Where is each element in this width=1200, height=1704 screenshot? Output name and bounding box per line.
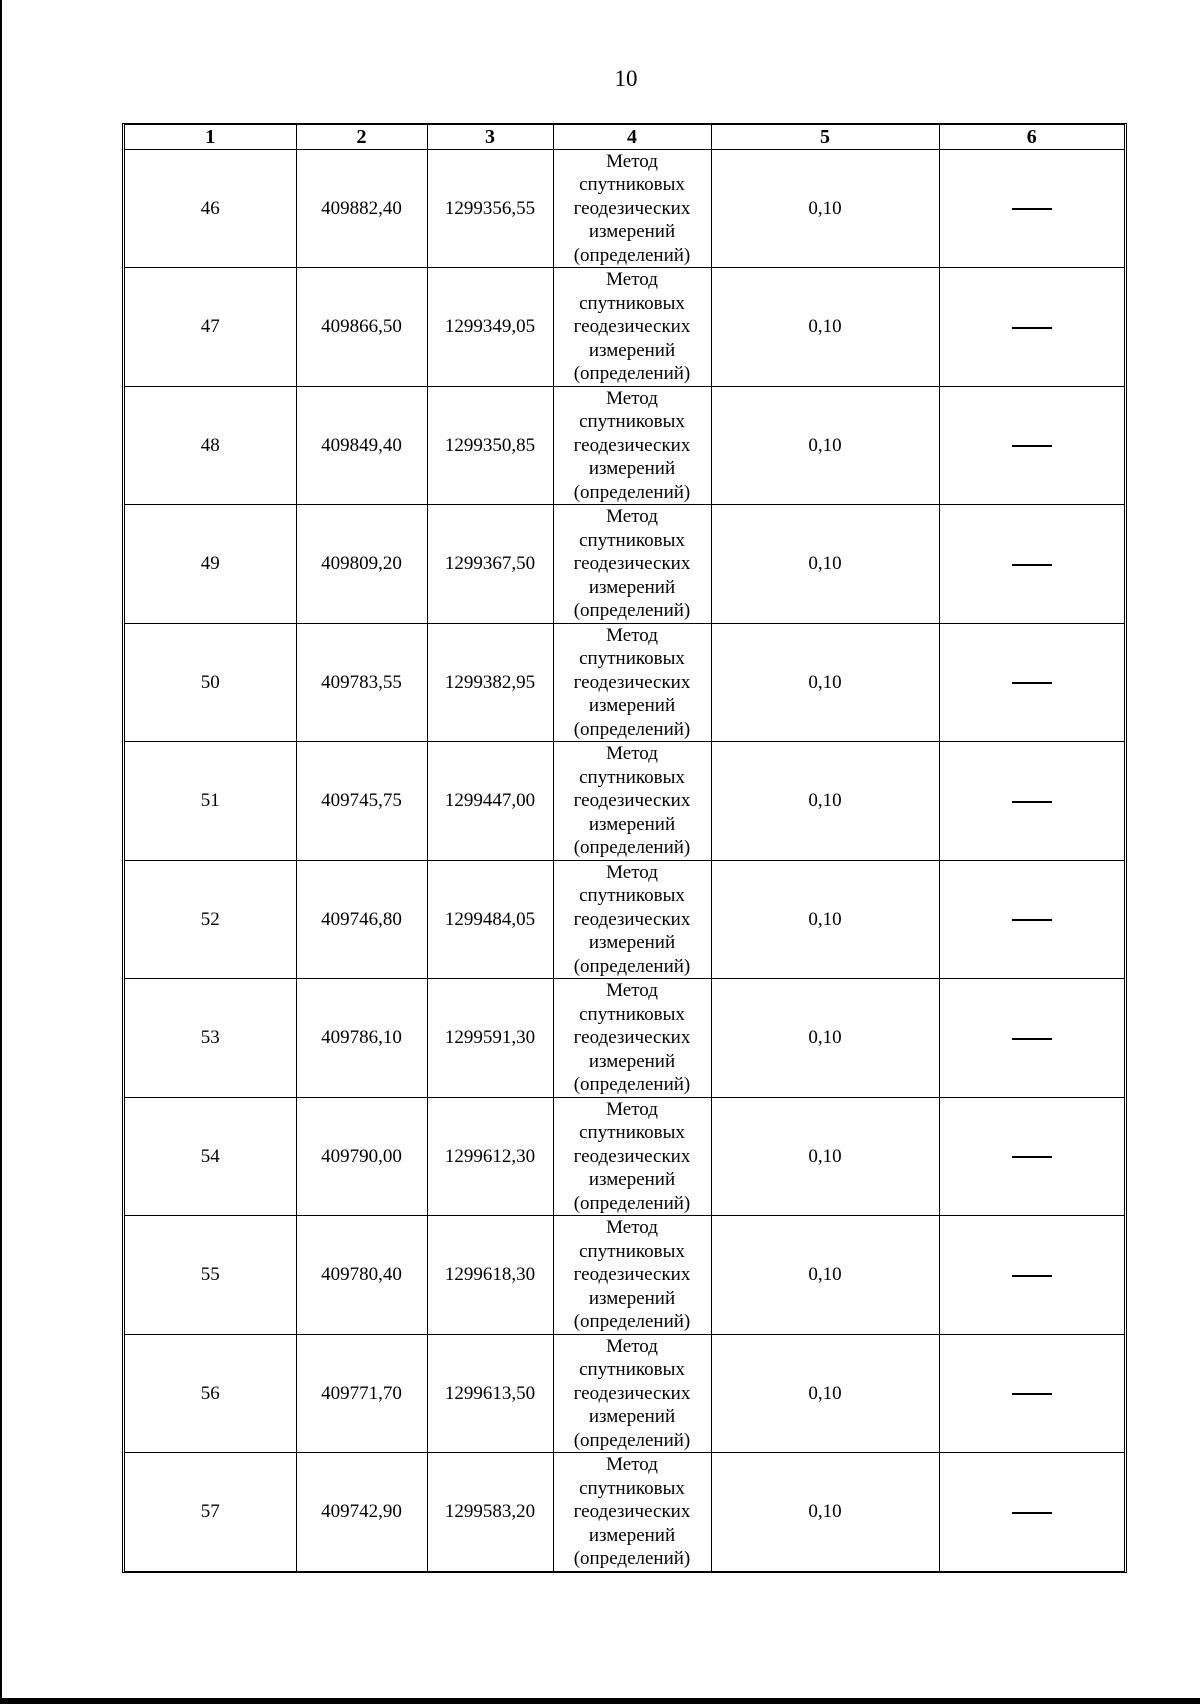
- method-line: спутниковых: [579, 1477, 685, 1499]
- method-line: измерений: [588, 458, 676, 479]
- method-line: измерений: [588, 339, 676, 361]
- method-line: спутниковых: [579, 1122, 685, 1143]
- header-col-1: 1: [125, 125, 296, 149]
- note-cell: [939, 149, 1124, 268]
- method-cell: [553, 623, 711, 742]
- method-cell: [553, 979, 711, 1098]
- x-coordinate-cell: 409745,75: [296, 742, 427, 861]
- method-line: измерений: [588, 221, 676, 242]
- dash-icon: [1012, 682, 1052, 684]
- dash-icon: [1012, 327, 1052, 329]
- header-col-2: 2: [296, 125, 427, 149]
- method-line: спутниковых: [579, 648, 685, 669]
- method-line: спутниковых: [579, 1003, 685, 1025]
- point-number-cell: 55: [125, 1216, 296, 1335]
- dash-icon: [1012, 1512, 1052, 1514]
- method-cell: [553, 1453, 711, 1571]
- y-coordinate-cell: 1299613,50: [427, 1334, 553, 1453]
- note-cell: [939, 1097, 1124, 1216]
- method-line: геодезических: [573, 790, 691, 811]
- method-cell: [553, 149, 711, 268]
- table-row: [125, 1097, 1124, 1216]
- method-line: Метод: [606, 1335, 658, 1357]
- coordinates-table: [125, 125, 1124, 1571]
- method-line: Метод: [606, 624, 658, 646]
- method-line: (определений): [573, 718, 691, 740]
- accuracy-cell: 0,10: [711, 1097, 939, 1216]
- accuracy-cell: 0,10: [711, 268, 939, 387]
- scan-left-edge: [0, 0, 2, 1704]
- x-coordinate-cell: 409742,90: [296, 1453, 427, 1571]
- method-line: геодезических: [573, 316, 691, 337]
- point-number-cell: 47: [125, 268, 296, 387]
- note-cell: [939, 1334, 1124, 1453]
- y-coordinate-cell: 1299447,00: [427, 742, 553, 861]
- x-coordinate-cell: 409771,70: [296, 1334, 427, 1453]
- accuracy-cell: 0,10: [711, 1334, 939, 1453]
- y-coordinate-cell: 1299612,30: [427, 1097, 553, 1216]
- method-line: спутниковых: [579, 1240, 685, 1262]
- method-cell: [553, 1097, 711, 1216]
- accuracy-cell: 0,10: [711, 1453, 939, 1571]
- dash-icon: [1012, 1275, 1052, 1277]
- x-coordinate-cell: 409746,80: [296, 860, 427, 979]
- table-row: [125, 1216, 1124, 1335]
- method-line: (определений): [573, 244, 691, 266]
- y-coordinate-cell: 1299591,30: [427, 979, 553, 1098]
- point-number-cell: 57: [125, 1453, 296, 1571]
- y-coordinate-cell: 1299349,05: [427, 268, 553, 387]
- method-line: геодезических: [573, 671, 691, 693]
- y-coordinate-cell: 1299356,55: [427, 149, 553, 268]
- method-line: (определений): [573, 1311, 691, 1332]
- x-coordinate-cell: 409809,20: [296, 505, 427, 624]
- point-number-cell: 48: [125, 386, 296, 505]
- method-line: измерений: [588, 813, 676, 835]
- point-number-cell: 54: [125, 1097, 296, 1216]
- method-line: измерений: [588, 695, 676, 716]
- coordinates-table-frame: [122, 123, 1127, 1573]
- dash-icon: [1012, 801, 1052, 803]
- scan-bottom-edge: [0, 1698, 1200, 1704]
- header-col-6: 6: [939, 125, 1124, 149]
- note-cell: [939, 505, 1124, 624]
- y-coordinate-cell: 1299583,20: [427, 1453, 553, 1571]
- table-row: [125, 742, 1124, 861]
- note-cell: [939, 386, 1124, 505]
- method-line: Метод: [606, 150, 658, 172]
- method-line: спутниковых: [579, 766, 685, 788]
- table-row: [125, 1334, 1124, 1453]
- method-line: (определений): [573, 837, 691, 858]
- table-row: [125, 1453, 1124, 1571]
- method-line: геодезических: [573, 1264, 691, 1285]
- method-line: спутниковых: [579, 529, 685, 551]
- table-row: [125, 623, 1124, 742]
- note-cell: [939, 623, 1124, 742]
- dash-icon: [1012, 445, 1052, 447]
- x-coordinate-cell: 409780,40: [296, 1216, 427, 1335]
- method-line: измерений: [588, 1287, 676, 1309]
- method-cell: [553, 860, 711, 979]
- method-cell: [553, 386, 711, 505]
- method-line: измерений: [588, 1169, 676, 1190]
- method-line: (определений): [573, 1548, 691, 1569]
- method-line: спутниковых: [579, 411, 685, 432]
- point-number-cell: 46: [125, 149, 296, 268]
- method-line: Метод: [606, 743, 658, 764]
- method-cell: [553, 742, 711, 861]
- point-number-cell: 53: [125, 979, 296, 1098]
- dash-icon: [1012, 208, 1052, 210]
- note-cell: [939, 268, 1124, 387]
- note-cell: [939, 1453, 1124, 1571]
- method-line: измерений: [588, 1050, 676, 1072]
- note-cell: [939, 742, 1124, 861]
- table-row: [125, 386, 1124, 505]
- x-coordinate-cell: 409866,50: [296, 268, 427, 387]
- accuracy-cell: 0,10: [711, 742, 939, 861]
- point-number-cell: 50: [125, 623, 296, 742]
- x-coordinate-cell: 409790,00: [296, 1097, 427, 1216]
- point-number-cell: 56: [125, 1334, 296, 1453]
- x-coordinate-cell: 409786,10: [296, 979, 427, 1098]
- y-coordinate-cell: 1299350,85: [427, 386, 553, 505]
- x-coordinate-cell: 409849,40: [296, 386, 427, 505]
- header-col-5: 5: [711, 125, 939, 149]
- method-cell: [553, 1334, 711, 1453]
- x-coordinate-cell: 409783,55: [296, 623, 427, 742]
- point-number-cell: 49: [125, 505, 296, 624]
- table-row: [125, 268, 1124, 387]
- dash-icon: [1012, 1156, 1052, 1158]
- method-line: (определений): [573, 1192, 691, 1214]
- point-number-cell: 51: [125, 742, 296, 861]
- accuracy-cell: 0,10: [711, 1216, 939, 1335]
- table-row: [125, 979, 1124, 1098]
- method-line: геодезических: [573, 1145, 691, 1167]
- point-number-cell: 52: [125, 860, 296, 979]
- table-row: [125, 505, 1124, 624]
- method-line: Метод: [606, 1454, 658, 1475]
- method-line: Метод: [606, 1217, 658, 1238]
- method-line: геодезических: [573, 1501, 691, 1522]
- method-line: геодезических: [573, 197, 691, 219]
- y-coordinate-cell: 1299484,05: [427, 860, 553, 979]
- method-line: геодезических: [573, 553, 691, 574]
- method-line: (определений): [573, 363, 691, 384]
- method-line: спутниковых: [579, 174, 685, 195]
- method-line: измерений: [588, 1524, 676, 1546]
- accuracy-cell: 0,10: [711, 505, 939, 624]
- method-line: Метод: [606, 506, 658, 527]
- method-line: геодезических: [573, 908, 691, 930]
- method-line: Метод: [606, 387, 658, 409]
- dash-icon: [1012, 564, 1052, 566]
- method-line: (определений): [573, 481, 691, 503]
- accuracy-cell: 0,10: [711, 386, 939, 505]
- y-coordinate-cell: 1299382,95: [427, 623, 553, 742]
- method-line: спутниковых: [579, 1359, 685, 1380]
- x-coordinate-cell: 409882,40: [296, 149, 427, 268]
- y-coordinate-cell: 1299618,30: [427, 1216, 553, 1335]
- method-line: спутниковых: [579, 885, 685, 906]
- method-line: измерений: [588, 932, 676, 953]
- header-row: [125, 125, 1124, 149]
- method-line: (определений): [573, 1074, 691, 1095]
- method-cell: [553, 268, 711, 387]
- page-number: 10: [614, 66, 638, 91]
- table-body: [125, 149, 1124, 1571]
- method-line: геодезических: [573, 1382, 691, 1404]
- method-line: Метод: [606, 1098, 658, 1120]
- dash-icon: [1012, 1038, 1052, 1040]
- method-line: Метод: [606, 269, 658, 290]
- header-col-4: 4: [553, 125, 711, 149]
- accuracy-cell: 0,10: [711, 623, 939, 742]
- dash-icon: [1012, 1393, 1052, 1395]
- method-line: (определений): [573, 1429, 691, 1451]
- method-line: измерений: [588, 1406, 676, 1427]
- method-line: Метод: [606, 861, 658, 883]
- method-line: геодезических: [573, 434, 691, 456]
- accuracy-cell: 0,10: [711, 860, 939, 979]
- method-line: (определений): [573, 600, 691, 621]
- y-coordinate-cell: 1299367,50: [427, 505, 553, 624]
- method-line: измерений: [588, 576, 676, 598]
- accuracy-cell: 0,10: [711, 979, 939, 1098]
- method-line: Метод: [606, 980, 658, 1001]
- method-cell: [553, 1216, 711, 1335]
- table-row: [125, 860, 1124, 979]
- note-cell: [939, 1216, 1124, 1335]
- dash-icon: [1012, 919, 1052, 921]
- header-col-3: 3: [427, 125, 553, 149]
- table-row: [125, 149, 1124, 268]
- note-cell: [939, 979, 1124, 1098]
- method-line: геодезических: [573, 1027, 691, 1048]
- method-cell: [553, 505, 711, 624]
- accuracy-cell: 0,10: [711, 149, 939, 268]
- method-line: спутниковых: [579, 292, 685, 314]
- method-line: (определений): [573, 955, 691, 977]
- note-cell: [939, 860, 1124, 979]
